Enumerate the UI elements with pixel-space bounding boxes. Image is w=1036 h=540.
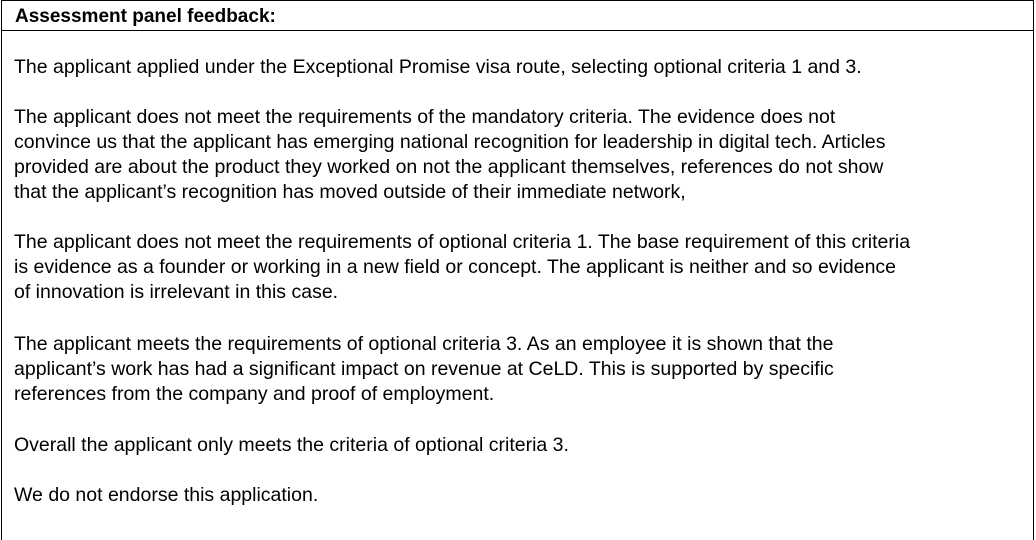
text-line: The applicant applied under the Exceptional Promise visa route, selecting optional criteria 1 and 3. bbox=[14, 56, 862, 78]
text-line: convince us that the applicant has emerging national recognition for leadership in digital tech. Articles bbox=[14, 131, 886, 153]
paragraph-decision bbox=[14, 483, 1032, 508]
text-line: is evidence as a founder or working in a new field or concept. The applicant is neither and so evidence bbox=[14, 256, 897, 278]
paragraph-optional-criteria-1 bbox=[14, 230, 1032, 305]
paragraph-optional-criteria-3 bbox=[14, 332, 1032, 407]
feedback-heading: Assessment panel feedback: bbox=[15, 6, 276, 27]
paragraph-route bbox=[14, 55, 1032, 80]
feedback-header-row bbox=[1, 0, 1034, 31]
text-line: The applicant does not meet the requirements of the mandatory criteria. The evidence does not bbox=[14, 106, 836, 128]
text-line: The applicant does not meet the requirements of optional criteria 1. The base requirement of this criteria bbox=[14, 231, 911, 253]
text-line: The applicant meets the requirements of optional criteria 3. As an employee it is shown that the bbox=[14, 333, 834, 355]
paragraph-overall bbox=[14, 433, 1032, 458]
paragraph-mandatory-criteria bbox=[14, 105, 1032, 205]
text-line: applicant’s work has had a significant impact on revenue at CeLD. This is supported by specific bbox=[14, 358, 834, 380]
text-line: provided are about the product they worked on not the applicant themselves, references do not show bbox=[14, 156, 884, 178]
text-line: of innovation is irrelevant in this case. bbox=[14, 281, 339, 303]
text-line: that the applicant’s recognition has moved outside of their immediate network, bbox=[14, 181, 686, 203]
text-line: Overall the applicant only meets the criteria of optional criteria 3. bbox=[14, 434, 569, 456]
text-line: We do not endorse this application. bbox=[14, 484, 319, 506]
text-line: references from the company and proof of employment. bbox=[14, 383, 495, 405]
